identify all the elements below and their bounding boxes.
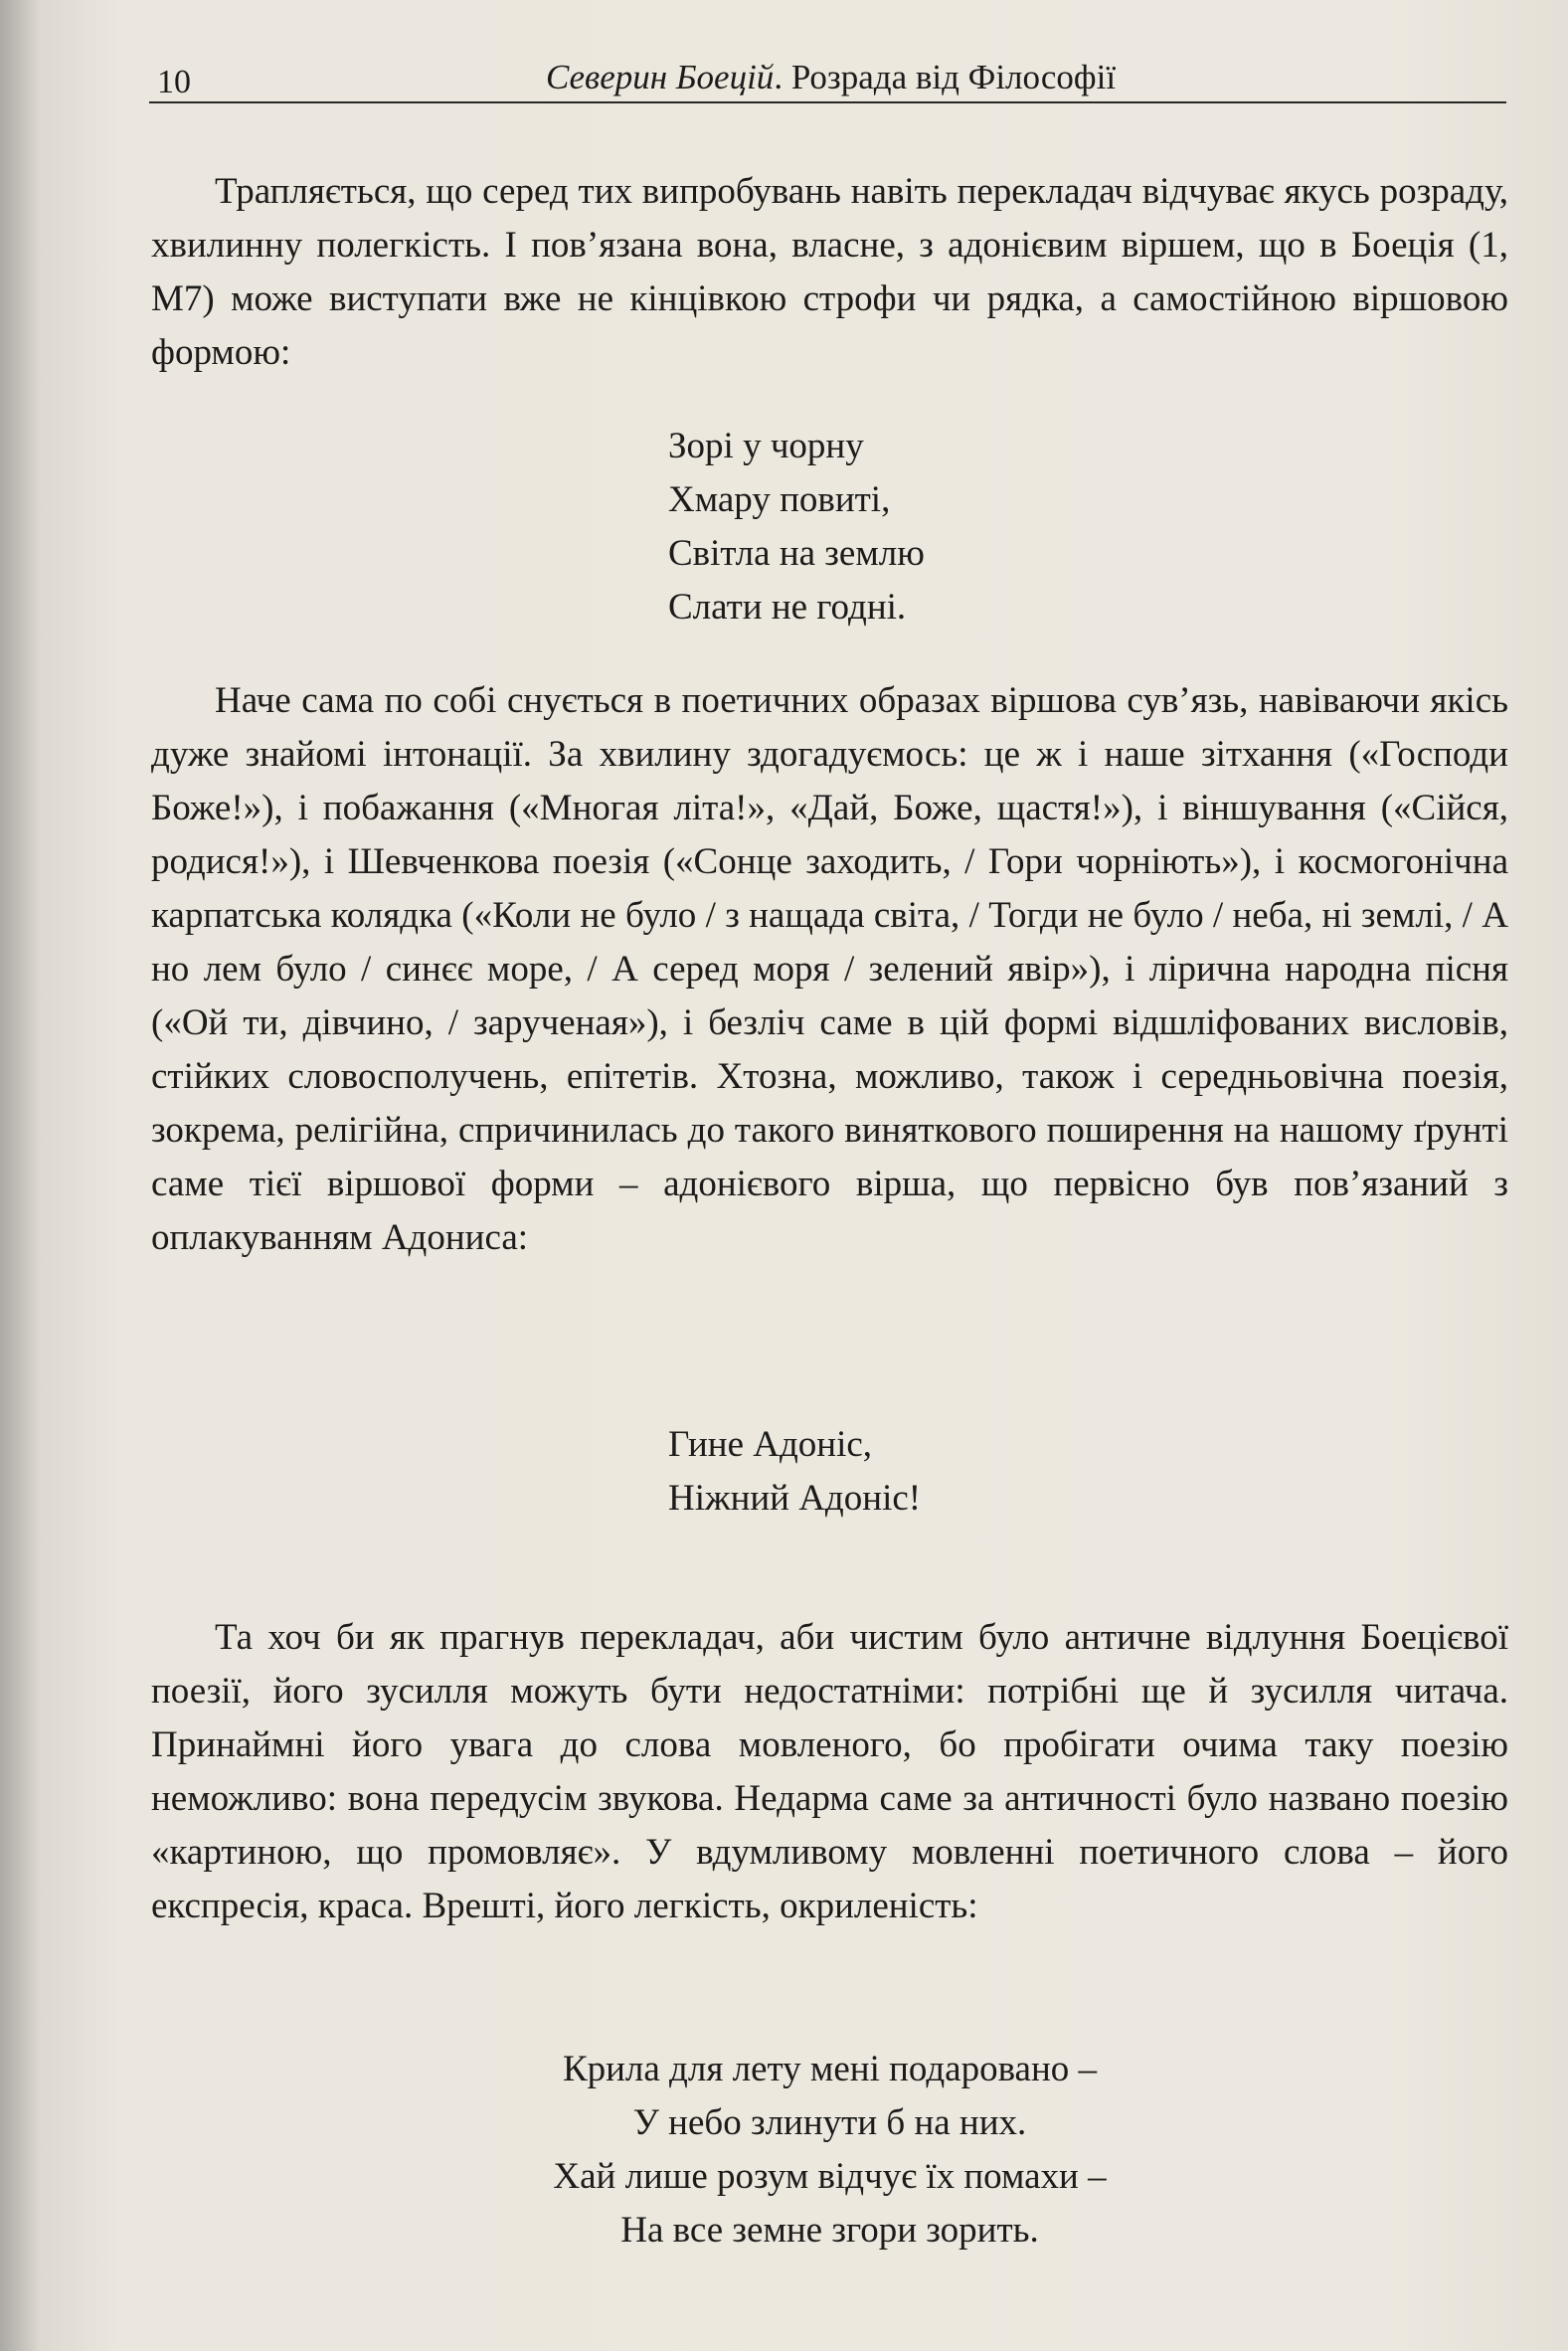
paragraph-text: Наче сама по собі снується в поетичних образах віршова сув’язь, навіваючи якісь дуже знайомі інтонації. За хвилину здогадуємось: це ж і наше зітхання («Господи Боже!»), і побажання («Многая літа!», «Дай, Боже, щастя!»), і віншування («Сійся, родися!»), і Шевченкова поезія («Сонце заходить, / Гори чорніють»), і космогонічна карпатська колядка («Коли не було / з нащада світа, / Тогди не було / неба, ні землі, / А но лем було / синєє море, / А серед моря / зелений явір»), і лірична народна пісня («Ой ти, дівчино, / зарученая»), і безліч саме в цій формі відшліфованих висловів, стійких словосполучень, епітетів. Хтозна, можливо, також і середньовічна поезія, зокрема, релігійна, спричинилась до такого виняткового поширення на нашому ґрунті саме тієї віршової форми – адонієвого вірша, що первісно був пов’язаний з оплакуванням Адониса: (151, 680, 1508, 1258)
verse-line: Гине Адоніс, (668, 1424, 873, 1465)
verse-line: Хмару повиті, (668, 479, 891, 520)
page-number: 10 (157, 64, 191, 100)
running-title (157, 58, 1504, 97)
running-title-work: . Розрада від Філософії (774, 58, 1117, 96)
verse-line: На все земне згори зорить. (620, 2210, 1039, 2251)
paragraph-3 (151, 1611, 1508, 1933)
paragraph-text: Та хоч би як прагнув перекладач, аби чистим було античне відлуння Боецієвої поезії, його зусилля можуть бути недостатніми: потрібні ще й зусилля читача. Принаймні його увага до слова мовленого, бо пробігати очима таку поезію неможливо: вона передусім звукова. Недарма саме за античності було названо поезію «картиною, що промовляє». У вдумливому мовленні поетичного слова – його експресія, краса. Врешті, його легкість, окриленість: (151, 1617, 1508, 1926)
verse-line: Хай лише розум відчує їх помахи – (553, 2156, 1107, 2197)
paragraph-1 (151, 165, 1508, 380)
running-title-author: Северин Боецій (545, 58, 775, 96)
verse-line: Ніжний Адоніс! (668, 1478, 922, 1519)
verse-1 (668, 420, 925, 634)
paragraph-2 (151, 674, 1508, 1265)
header-rule (149, 101, 1506, 103)
verse-line: Світла на землю (668, 533, 925, 574)
binding-shadow (0, 0, 40, 2351)
verse-line: Слати не годні. (668, 587, 907, 628)
paragraph-text: Трапляється, що серед тих випробувань навіть перекладач відчуває якусь розраду, хвилинну полегкість. І пов’язана вона, власне, з адонієвим віршем, що в Боеція (1, M7) може виступати вже не кінцівкою строфи чи рядка, а самостійною віршовою формою: (151, 171, 1508, 373)
verse-line: Зорі у чорну (668, 426, 864, 466)
verse-2 (668, 1418, 921, 1526)
verse-3 (151, 2043, 1508, 2258)
verse-line: Крила для лету мені подаровано – (562, 2049, 1098, 2089)
running-header (157, 58, 1504, 105)
verse-line: У небо злинути б на них. (632, 2102, 1027, 2143)
